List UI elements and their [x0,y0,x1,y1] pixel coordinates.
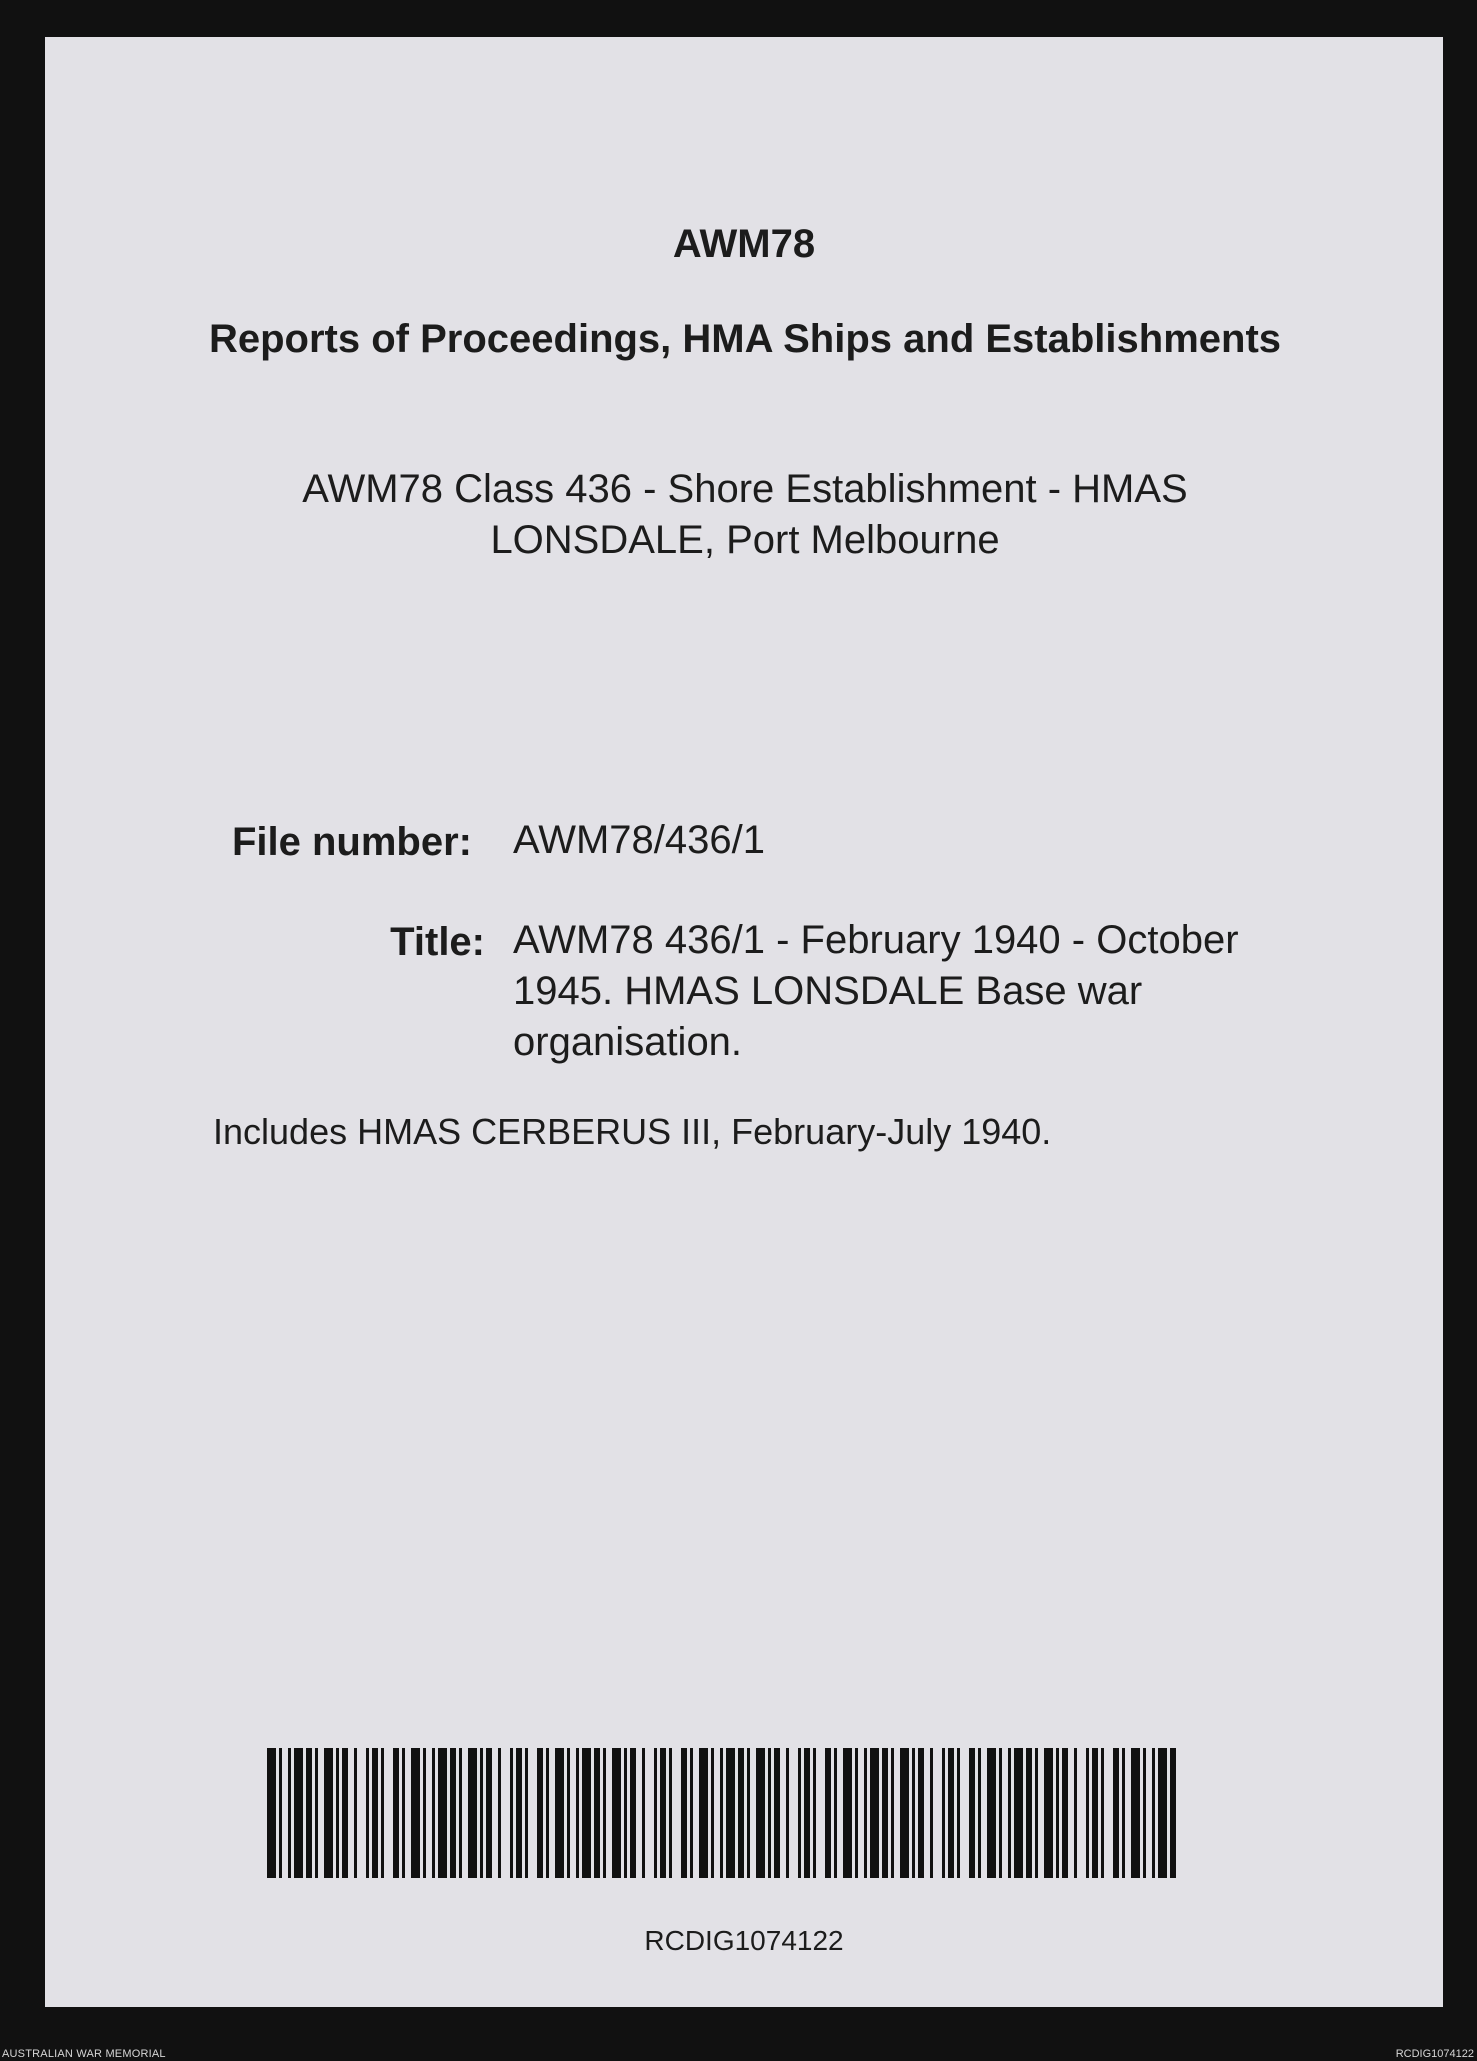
barcode-bar [1122,1748,1125,1878]
barcode-bar [786,1748,789,1878]
barcode-bar [813,1748,816,1878]
barcode-bar [354,1748,357,1878]
barcode-bar [1062,1748,1068,1878]
barcode-bar [942,1748,945,1878]
barcode-bar [438,1748,447,1878]
barcode-bar [798,1748,801,1878]
barcode-bar [1008,1748,1011,1878]
barcode-bar [516,1748,522,1878]
barcode-bar [1158,1748,1167,1878]
barcode-bar [402,1748,405,1878]
barcode-bar [1131,1748,1140,1878]
barcode-bar [834,1748,837,1878]
barcode-bar [948,1748,954,1878]
barcode-bar [576,1748,579,1878]
barcode-bar [1113,1748,1119,1878]
barcode-bar [336,1748,339,1878]
barcode-bar [1026,1748,1032,1878]
title-value: AWM78 436/1 - February 1940 - October 1945. HMAS LONSDALE Base war organisation. [513,918,1239,1064]
barcode-bar [825,1748,831,1878]
barcode-bar [1101,1748,1104,1878]
barcode-bar [393,1748,399,1878]
barcode-bar [432,1748,435,1878]
barcode-bar [864,1748,867,1878]
barcode-bar [582,1748,591,1878]
barcode-bar [555,1748,564,1878]
barcode-bar [324,1748,333,1878]
barcode-bar [882,1748,888,1878]
barcode-bar [690,1748,693,1878]
barcode-bar [756,1748,765,1878]
barcode-bar [279,1748,282,1878]
barcode-bar [423,1748,426,1878]
barcode-bar [660,1748,666,1878]
barcode-bar [987,1748,996,1878]
barcode-bar [537,1748,543,1878]
barcode-number: RCDIG1074122 [644,1925,844,1956]
barcode-bar [594,1748,600,1878]
barcode-bar [366,1748,369,1878]
barcode-bar [843,1748,852,1878]
barcode [267,1748,1179,1878]
barcode-bar [450,1748,456,1878]
title-label: Title: [390,920,485,964]
barcode-bar [630,1748,636,1878]
barcode-bar [624,1748,627,1878]
barcode-bar [900,1748,909,1878]
barcode-bar [720,1748,723,1878]
barcode-bar [546,1748,549,1878]
barcode-bar [999,1748,1002,1878]
barcode-bar [525,1748,528,1878]
document-page [45,37,1443,2007]
includes-note: Includes HMAS CERBERUS III, February-July 1940. [213,1111,1052,1152]
barcode-bar [669,1748,672,1878]
barcode-bar [768,1748,771,1878]
barcode-bar [912,1748,915,1878]
series-title: Reports of Proceedings, HMA Ships and Establishments [208,317,1282,361]
barcode-bar [642,1748,645,1878]
barcode-bar [870,1748,879,1878]
barcode-bar [342,1748,348,1878]
barcode-bar [603,1748,606,1878]
barcode-bar [498,1748,501,1878]
barcode-bar [774,1748,780,1878]
barcode-bar [1056,1748,1059,1878]
barcode-bar [1143,1748,1146,1878]
class-title: AWM78 Class 436 - Shore Establishment - HMAS LONSDALE, Port Melbourne [302,467,1188,562]
barcode-bar [726,1748,735,1878]
barcode-bar [855,1748,858,1878]
barcode-bar [804,1748,810,1878]
barcode-bar [480,1748,483,1878]
barcode-bar [294,1748,303,1878]
file-number-label: File number: [231,820,472,864]
barcode-bar [1044,1748,1053,1878]
barcode-bar [372,1748,378,1878]
barcode-bar [711,1748,714,1878]
barcode-bar [315,1748,318,1878]
barcode-bar [288,1748,291,1878]
file-number-value: AWM78/436/1 [513,818,765,862]
barcode-bar [306,1748,312,1878]
barcode-bar [699,1748,708,1878]
page-content [45,37,1443,2007]
barcode-bar [969,1748,975,1878]
barcode-bar [957,1748,960,1878]
barcode-bar [738,1748,744,1878]
barcode-bar [681,1748,687,1878]
barcode-bar [654,1748,657,1878]
barcode-bar [918,1748,924,1878]
series-code: AWM78 [672,222,816,266]
barcode-bar [1170,1748,1176,1878]
barcode-bar [459,1748,462,1878]
barcode-bar [978,1748,981,1878]
barcode-bar [1035,1748,1038,1878]
barcode-bar [1074,1748,1077,1878]
barcode-bar [930,1748,933,1878]
barcode-bar [612,1748,621,1878]
barcode-bar [411,1748,420,1878]
footer-institution-label: AUSTRALIAN WAR MEMORIAL [2,2048,166,2060]
barcode-bar [1092,1748,1098,1878]
barcode-bar [891,1748,894,1878]
barcode-bar [1014,1748,1023,1878]
footer-record-id: RCDIG1074122 [1395,2048,1474,2060]
barcode-bar [267,1748,276,1878]
barcode-bar [486,1748,492,1878]
barcode-bar [1152,1748,1155,1878]
barcode-bar [468,1748,477,1878]
barcode-bar [510,1748,513,1878]
barcode-bar [1086,1748,1089,1878]
barcode-bar [747,1748,750,1878]
barcode-bar [381,1748,384,1878]
barcode-bar [567,1748,570,1878]
